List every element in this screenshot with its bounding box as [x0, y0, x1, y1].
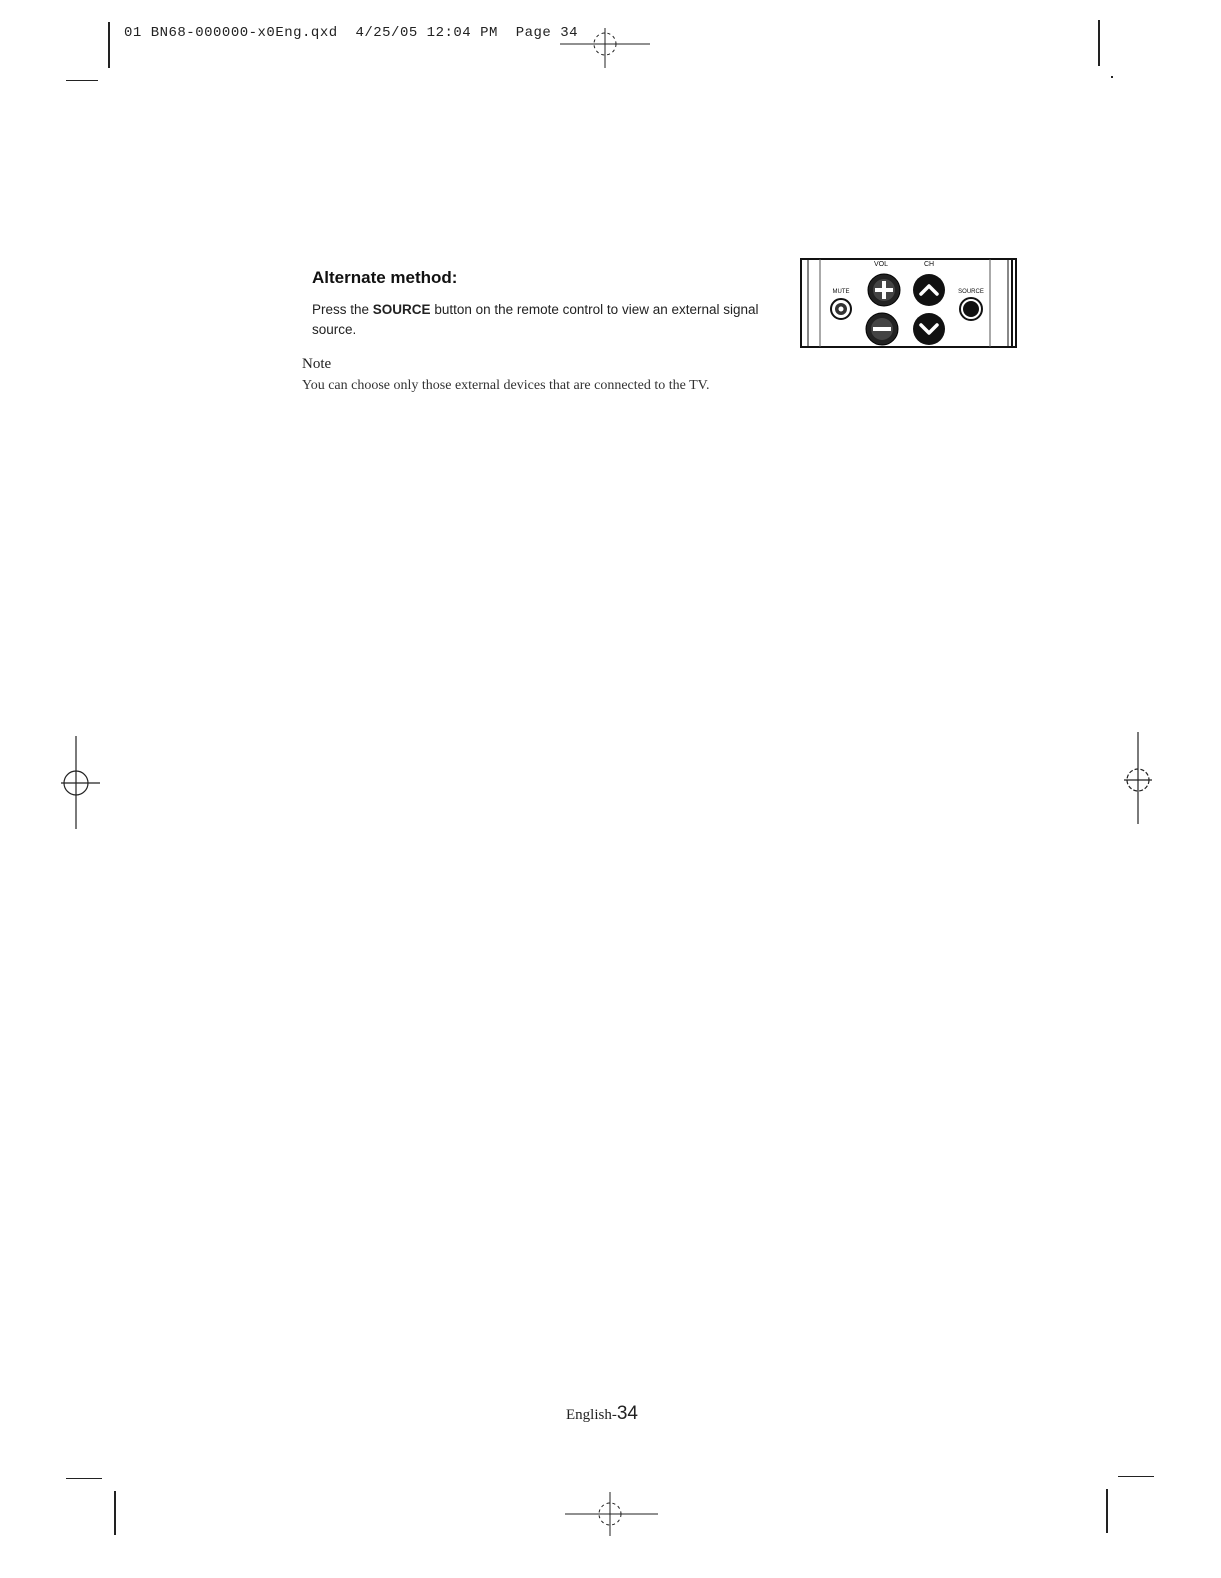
crop-mark [1106, 1489, 1108, 1533]
channel-up-button [913, 274, 945, 306]
crop-mark [66, 1478, 102, 1479]
source-button [960, 298, 982, 320]
registration-mark-top [560, 20, 660, 70]
crop-mark [1111, 76, 1113, 78]
footer-page-number: 34 [616, 1403, 638, 1424]
mute-label: MUTE [832, 289, 850, 295]
crop-mark [66, 80, 98, 81]
ch-label: CH [923, 261, 935, 268]
footer-language: English- [566, 1407, 617, 1423]
slug-page-number: 34 [560, 25, 579, 41]
crop-mark [1118, 1476, 1154, 1477]
channel-down-button [913, 313, 945, 345]
slug-job: 01 BN68-000000-x0Eng.qxd [124, 25, 338, 41]
registration-mark-left [56, 736, 106, 831]
slug-page-label: Page [515, 25, 552, 41]
note-text: You can choose only those external devices that are connected to the TV. [302, 378, 710, 393]
crop-mark [108, 22, 110, 68]
source-label: SOURCE [958, 289, 984, 295]
slug-time: 12:04 PM [426, 25, 498, 41]
volume-up-button [868, 274, 900, 306]
instruction-text [312, 300, 782, 340]
source-button-name: SOURCE [372, 302, 431, 317]
registration-mark-bottom [560, 1490, 660, 1540]
remote-control-panel [798, 256, 1020, 350]
registration-mark-right [1118, 732, 1158, 827]
section-heading: Alternate method: [312, 268, 458, 287]
slug-date: 4/25/05 [355, 25, 418, 41]
crop-mark [114, 1491, 116, 1535]
volume-down-button [866, 313, 898, 345]
page-footer [566, 1403, 638, 1425]
instruction-suffix: button on the remote control to view an external signal source. [312, 302, 759, 337]
crop-mark [1098, 20, 1100, 66]
mute-button [831, 299, 851, 319]
note-label: Note [302, 356, 332, 372]
instruction-prefix: Press the [312, 302, 370, 317]
print-slug [124, 25, 578, 41]
vol-label: VOL [873, 261, 889, 268]
